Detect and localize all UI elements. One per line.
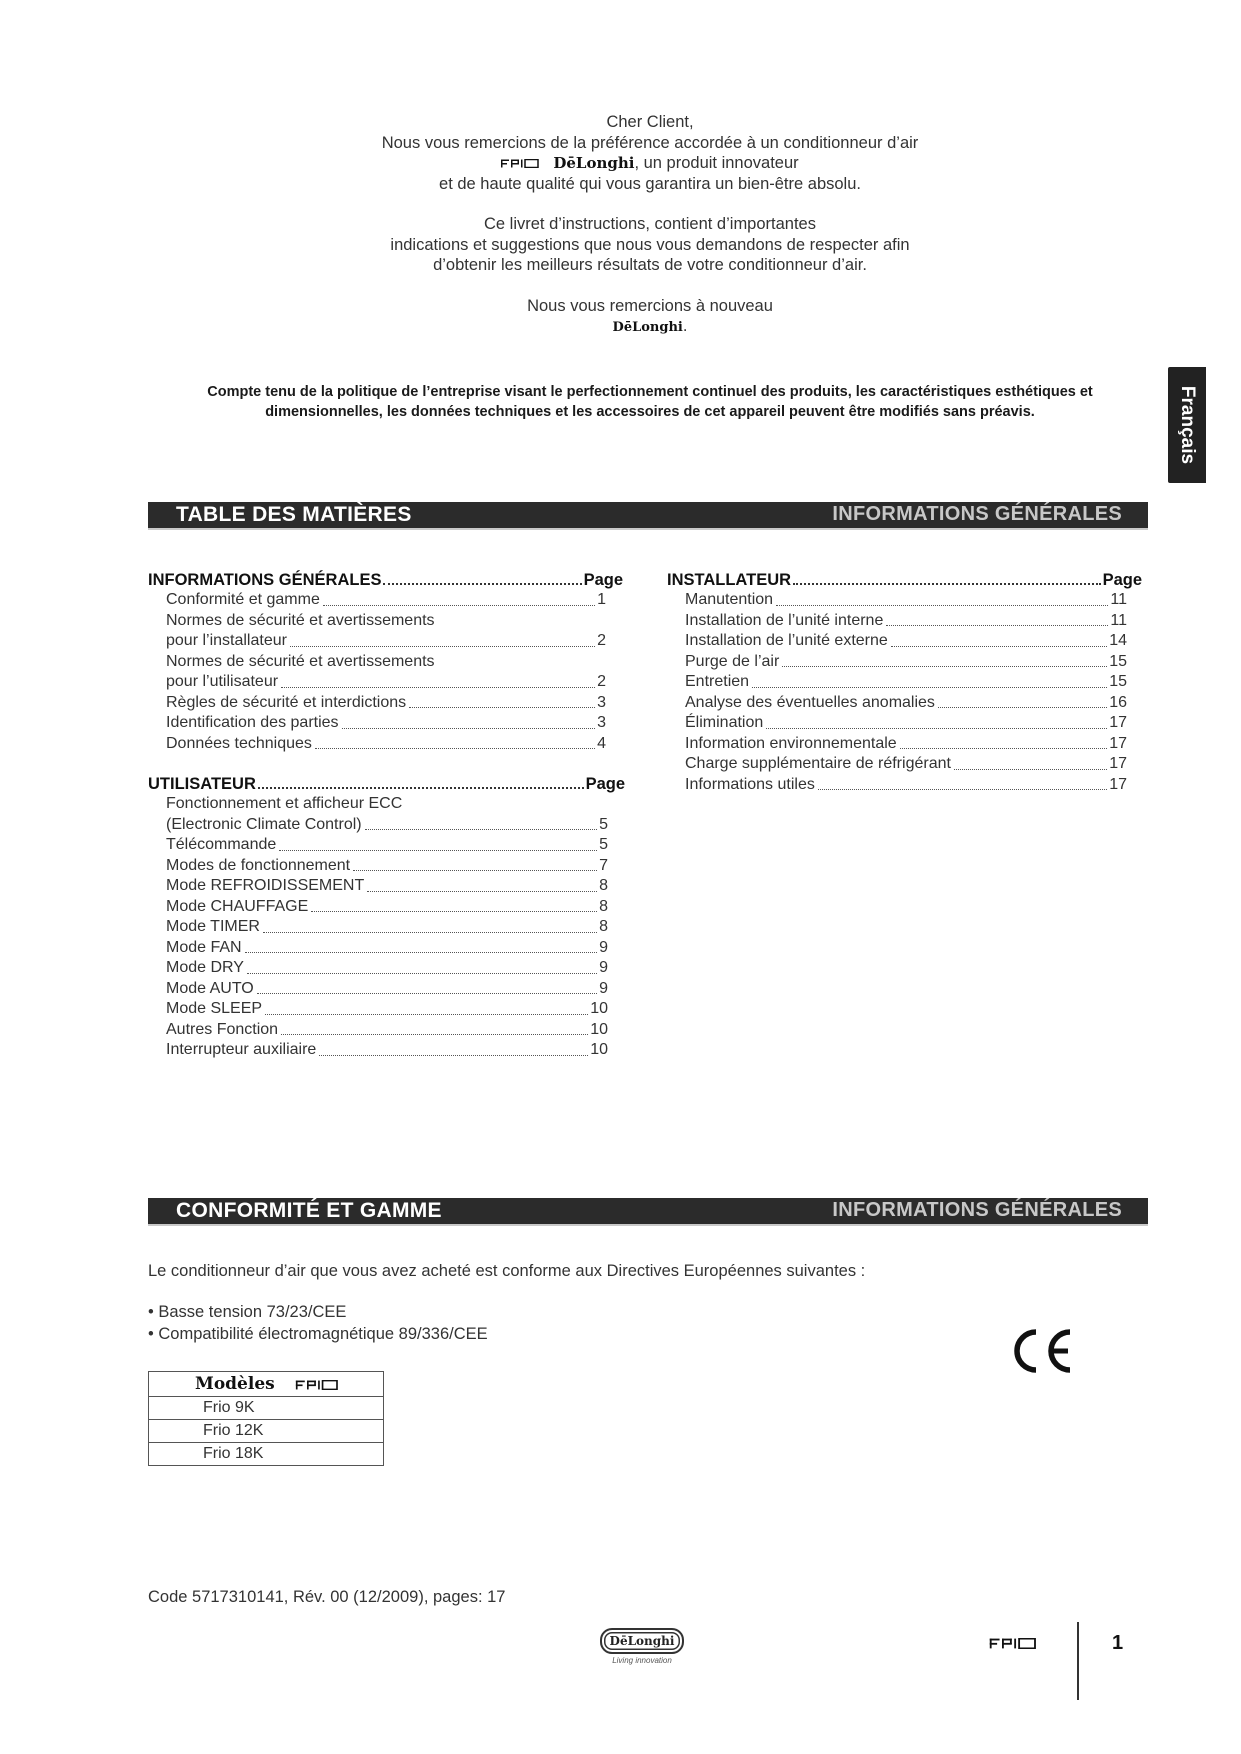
toc-entry[interactable]: Purge de l’air 15 <box>685 652 1127 670</box>
intro-line: Nous vous remercions à nouveau <box>527 296 773 315</box>
delonghi-brand-text: DēLonghi <box>612 320 683 335</box>
intro-line: et de haute qualité qui vous garantira un bien-être absolu. <box>439 174 861 193</box>
toc-entry[interactable]: Mode DRY 9 <box>166 959 608 976</box>
toc-entry[interactable]: Autres Fonction 10 <box>166 1020 608 1038</box>
directive-emc: • Compatibilité électromagnétique 89/336/CEE <box>148 1325 488 1343</box>
models-table-header: Modèles <box>149 1372 384 1397</box>
toc-entry[interactable]: Informations utiles 17 <box>685 775 1127 793</box>
toc-entry[interactable]: Télécommande 5 <box>166 836 608 853</box>
intro-brand-line: DēLonghi, un produit innovateur <box>200 153 1100 174</box>
intro-line: Ce livret d’instructions, contient d’importantes <box>484 215 816 233</box>
delonghi-logo-icon: DēLonghi <box>600 1628 684 1654</box>
toc-section-bar <box>148 502 1148 530</box>
section-title: TABLE DES MATIÈRES <box>176 503 412 526</box>
model-row: Frio 12K <box>149 1420 384 1443</box>
toc-entry[interactable]: Installation de l’unité interne 11 <box>685 611 1127 629</box>
toc-entry[interactable]: Identification des parties 3 <box>166 714 606 731</box>
toc-entry[interactable]: Analyse des éventuelles anomalies 16 <box>685 693 1127 711</box>
conformity-intro: Le conditionneur d’air que vous avez acheté est conforme aux Directives Européennes suivantes : <box>148 1262 866 1280</box>
conformity-section-bar <box>148 1198 1148 1226</box>
directive-low-voltage: • Basse tension 73/23/CEE <box>148 1303 347 1321</box>
document-code: Code 5717310141, Rév. 00 (12/2009), pages: 17 <box>148 1588 506 1606</box>
frio-logo-icon <box>984 1638 1042 1649</box>
toc-entry[interactable]: Mode FAN 9 <box>166 938 608 956</box>
page-number: 1 <box>1112 1632 1124 1654</box>
toc-entry[interactable]: Mode REFROIDISSEMENT 8 <box>166 877 608 894</box>
toc-entry[interactable]: Charge supplémentaire de réfrigérant 17 <box>685 755 1127 772</box>
toc-entry[interactable]: pour l’installateur 2 <box>166 632 606 649</box>
toc-entry[interactable]: Information environnementale 17 <box>685 734 1127 752</box>
toc-heading-user[interactable]: UTILISATEUR Page <box>148 775 625 793</box>
greeting: Cher Client, <box>606 113 694 131</box>
section-category: INFORMATIONS GÉNÉRALES <box>832 1199 1122 1221</box>
models-table <box>148 1371 384 1466</box>
language-tab-label: Français <box>1177 385 1198 465</box>
toc-entry[interactable]: Entretien 15 <box>685 673 1127 690</box>
toc-entry[interactable]: Manutention 11 <box>685 591 1127 608</box>
delonghi-footer-logo: DēLonghi Living innovation <box>600 1628 684 1665</box>
delonghi-brand-text: DēLonghi <box>553 154 635 172</box>
toc-right-column <box>667 570 1142 795</box>
toc-entry-line: Fonctionnement et afficheur ECC <box>166 795 403 812</box>
toc-entry[interactable]: Mode SLEEP 10 <box>166 1000 608 1017</box>
toc-entry-line: Normes de sécurité et avertissements <box>166 611 435 629</box>
toc-heading-installer[interactable]: INSTALLATEUR Page <box>667 571 1142 589</box>
model-row: Frio 18K <box>149 1443 384 1466</box>
frio-logo-icon <box>291 1380 343 1390</box>
section-category: INFORMATIONS GÉNÉRALES <box>832 503 1122 525</box>
product-notice: Compte tenu de la politique de l’entreprise visant le perfectionnement continuel des produits, les caractéristiques esthétiques et dimensionnelles, les données techniques et les accessoires de cet appareil peuvent être modifiés sans préavis. <box>207 384 1093 420</box>
toc-heading-general[interactable]: INFORMATIONS GÉNÉRALES Page <box>148 571 623 589</box>
intro-letter <box>200 112 1100 339</box>
toc-entry[interactable]: (Electronic Climate Control) 5 <box>166 815 608 833</box>
toc-entry[interactable]: Installation de l’unité externe 14 <box>685 632 1127 649</box>
intro-brand-line: DēLonghi. <box>612 317 688 335</box>
footer-divider <box>1077 1622 1079 1700</box>
model-row: Frio 9K <box>149 1397 384 1420</box>
toc-entry[interactable]: Élimination 17 <box>685 714 1127 731</box>
section-title: CONFORMITÉ ET GAMME <box>176 1199 442 1222</box>
toc-entry[interactable]: Mode AUTO 9 <box>166 979 608 997</box>
toc-entry[interactable]: Règles de sécurité et interdictions 3 <box>166 693 606 711</box>
language-tab[interactable] <box>1168 367 1206 483</box>
ce-mark-icon <box>1008 1326 1076 1376</box>
toc-left-column <box>148 570 623 1061</box>
toc-entry[interactable]: Données techniques 4 <box>166 734 606 752</box>
toc-entry[interactable]: Mode CHAUFFAGE 8 <box>166 897 608 915</box>
toc-entry[interactable]: Mode TIMER 8 <box>166 918 608 935</box>
intro-line: indications et suggestions que nous vous demandons de respecter afin <box>390 235 910 254</box>
toc-entry[interactable]: Modes de fonctionnement 7 <box>166 856 608 874</box>
toc-entry[interactable]: Interrupteur auxiliaire 10 <box>166 1041 608 1058</box>
toc-entry[interactable]: pour l’utilisateur 2 <box>166 673 606 690</box>
toc-entry[interactable]: Conformité et gamme 1 <box>166 591 606 608</box>
intro-line: d’obtenir les meilleurs résultats de votre conditionneur d’air. <box>433 256 867 274</box>
toc-entry-line: Normes de sécurité et avertissements <box>166 652 435 670</box>
intro-line: Nous vous remercions de la préférence accordée à un conditionneur d’air <box>381 133 919 152</box>
frio-logo-icon <box>501 159 539 168</box>
